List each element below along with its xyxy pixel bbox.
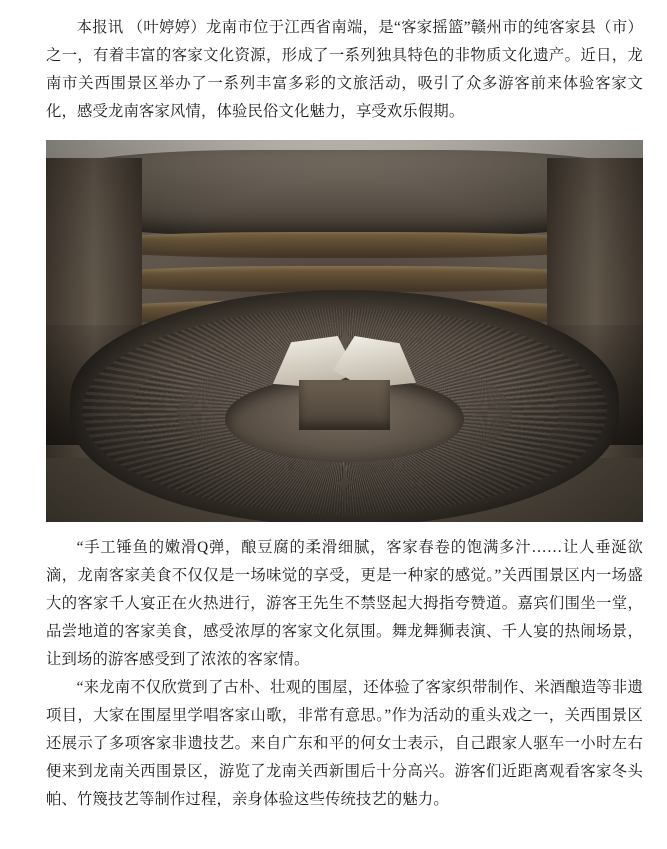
article-figure bbox=[46, 140, 643, 522]
article-paragraph-1: 本报讯 （叶婷婷）龙南市位于江西省南端，是“客家摇篮”赣州市的纯客家县（市）之一，有着丰富的客家文化资源，形成了一系列独具特色的非物质文化遗产。近日，龙南市关西围景区举办了一系列丰富多彩的文旅活动，吸引了众多游客前来体验客家文化，感受龙南客家风情，体验民俗文化魅力，享受欢乐假期。 bbox=[46, 19, 643, 120]
page-margin-right bbox=[643, 0, 667, 849]
article-paragraph-2: “手工锤鱼的嫩滑Q弹，酿豆腐的柔滑细腻，客家春卷的饱满多汁……让人垂涎欲滴，龙南客家美食不仅仅是一场味觉的享受，更是一种家的感觉。”关西围景区内一场盛大的客家千人宴正在火热进行，游客王先生不禁竖起大拇指夸赞道。嘉宾们围坐一堂，品尝地道的客家美食，感受浓厚的客家文化氛围。舞龙舞狮表演、千人宴的热闹场景，让到场的游客感受到了浓浓的客家情。 bbox=[46, 539, 643, 668]
page-margin-left bbox=[0, 0, 24, 849]
article-body bbox=[46, 0, 643, 814]
article-paragraph-3: “来龙南不仅欣赏到了古朴、壮观的围屋，还体验了客家织带制作、米酒酿造等非遗项目，大家在围屋里学唱客家山歌，非常有意思。”作为活动的重头戏之一，关西围景区还展示了多项客家非遗技艺。来自广东和平的何女士表示，自己跟家人驱车一小时左右便来到龙南关西围景区，游览了龙南关西新围后十分高兴。游客们近距离观看客家冬头帕、竹篾技艺等制作过程，亲身体验这些传统技艺的魅力。 bbox=[46, 679, 643, 808]
tulou-photo bbox=[46, 140, 643, 522]
photo-vignette bbox=[46, 140, 643, 522]
